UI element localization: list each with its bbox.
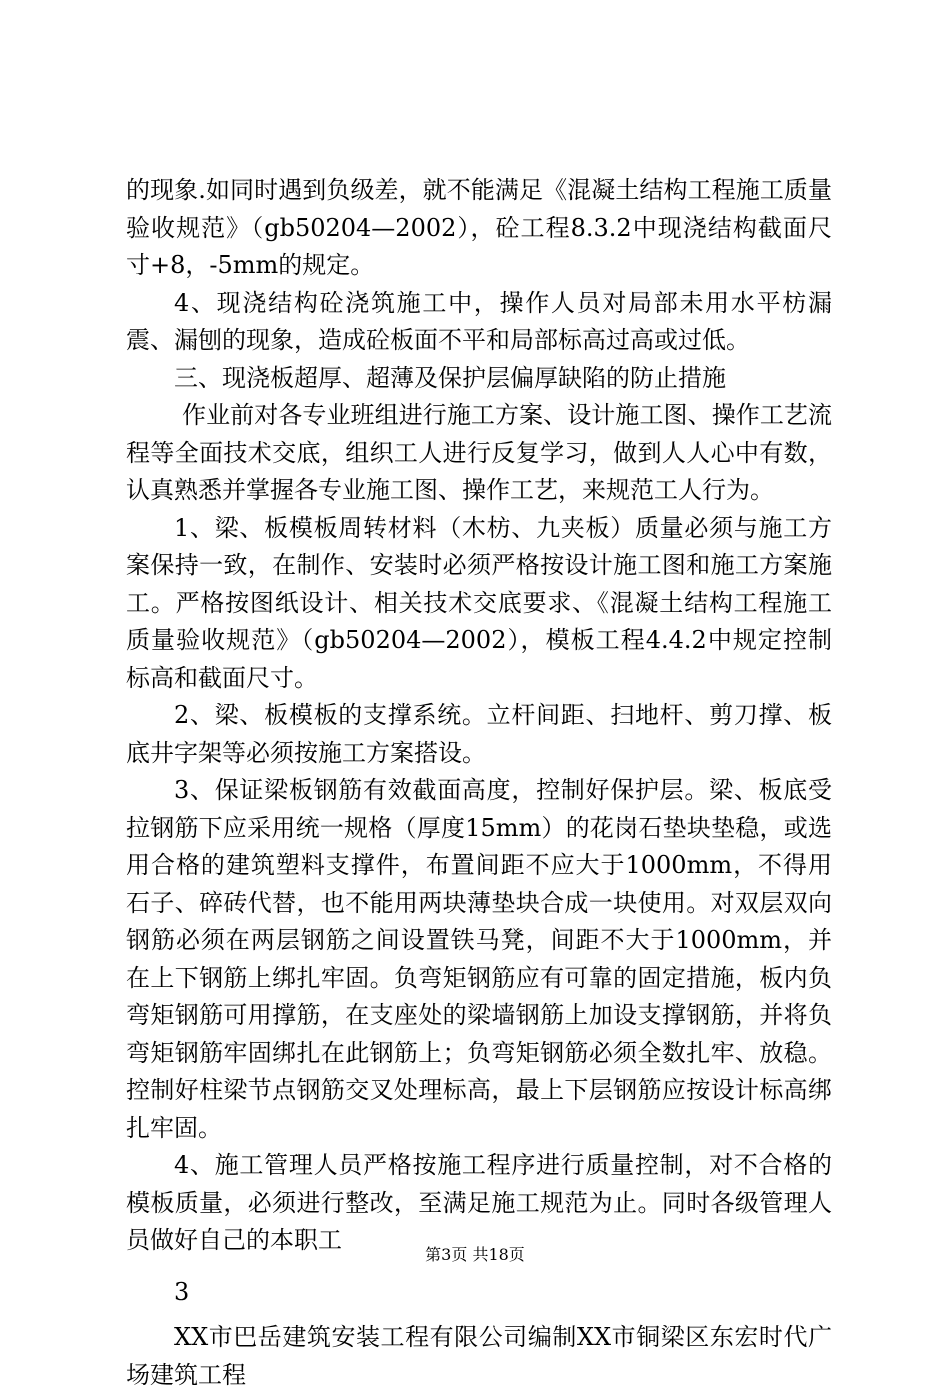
page-footer: 第3页 共18页	[425, 1245, 525, 1264]
section-heading-3: 三、现浇板超厚、超薄及保护层偏厚缺陷的防止措施	[174, 363, 726, 392]
paragraph-continuation: 的现象.如同时遇到负级差，就不能满足《混凝土结构工程施工质量验收规范》（gb50204—2002），砼工程8.3.2中现浇结构截面尺寸+8，-5mm的规定。	[126, 176, 832, 279]
paragraph-measure-1: 1、梁、板模板周转材料（木枋、九夹板）质量必须与施工方案保持一致，在制作、安装时必须严格按设计施工图和施工方案施工。严格按图纸设计、相关技术交底要求、《混凝土结构工程施工质量验收规范》（gb50204—2002），模板工程4.4.2中规定控制标高和截面尺寸。	[126, 513, 832, 692]
paragraph-intro-measures: 作业前对各专业班组进行施工方案、设计施工图、操作工艺流程等全面技术交底，组织工人进行反复学习，做到人人心中有数，认真熟悉并掌握各专业施工图、操作工艺，来规范工人行为。	[126, 401, 832, 504]
paragraph-measure-3: 3、保证梁板钢筋有效截面高度，控制好保护层。梁、板底受拉钢筋下应采用统一规格（厚度15mm）的花岗石垫块垫稳，或选用合格的建筑塑料支撑件，布置间距不应大于1000mm，不得用石子、碎砖代替，也不能用两块薄垫块合成一块使用。对双层双向钢筋必须在两层钢筋之间设置铁马凳，间距不大于1000mm，并在上下钢筋上绑扎牢固。负弯矩钢筋应有可靠的固定措施，板内负弯矩钢筋可用撑筋，在支座处的梁墙钢筋上加设支撑钢筋，并将负弯矩钢筋牢固绑扎在此钢筋上；负弯矩钢筋必须全数扎牢、放稳。控制好柱梁节点钢筋交叉处理标高，最上下层钢筋应按设计标高绑扎牢固。	[126, 776, 832, 1142]
inline-page-number: 3	[174, 1277, 190, 1306]
paragraph-measure-2: 2、梁、板模板的支撑系统。立杆间距、扫地杆、剪刀撑、板底井字架等必须按施工方案搭设。	[126, 701, 832, 767]
paragraph-item-4-defects: 4、现浇结构砼浇筑施工中，操作人员对局部未用水平枋漏震、漏刨的现象，造成砼板面不平和局部标高过高或过低。	[126, 288, 832, 354]
document-body	[126, 172, 832, 1394]
paragraph-measure-4: 4、施工管理人员严格按施工程序进行质量控制，对不合格的模板质量，必须进行整改，至满足施工规范为止。同时各级管理人员做好自己的本职工	[126, 1151, 832, 1254]
company-line: XX市巴岳建筑安装工程有限公司编制XX市铜梁区东宏时代广场建筑工程	[126, 1323, 832, 1389]
